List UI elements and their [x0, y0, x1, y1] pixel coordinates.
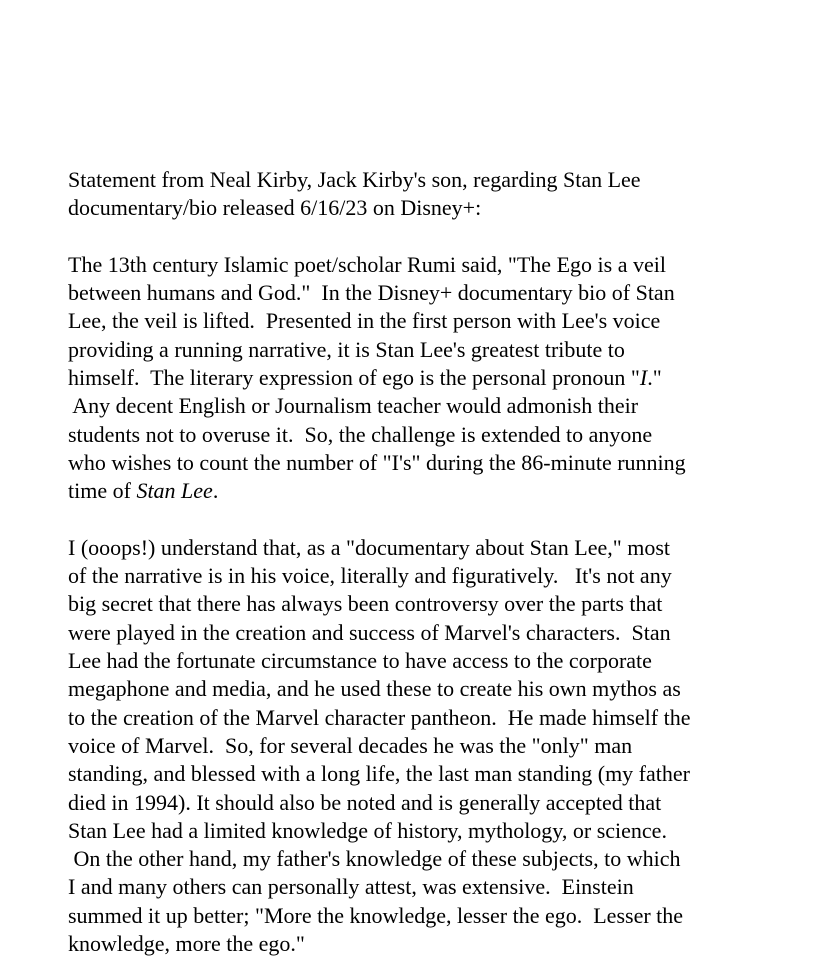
italic-title: Stan Lee [136, 478, 213, 504]
heading-line: Statement from Neal Kirby, Jack Kirby's son, regarding Stan Lee [68, 167, 641, 192]
paragraph-line: who wishes to count the number of "I's" during the 86-minute running [68, 449, 686, 475]
heading-line: documentary/bio released 6/16/23 on Disney+: [68, 195, 482, 221]
paragraph-documentary [68, 534, 768, 958]
paragraph-line: to the creation of the Marvel character pantheon. He made himself the [68, 704, 691, 730]
statement-heading [68, 166, 768, 223]
paragraph-line: On the other hand, my father's knowledge of these subjects, to which [68, 846, 681, 872]
paragraph-line: were played in the creation and success of Marvel's characters. Stan [68, 619, 671, 645]
paragraph-line: standing, and blessed with a long life, the last man standing (my father [68, 761, 690, 787]
paragraph-line: between humans and God." In the Disney+ documentary bio of Stan [68, 280, 675, 306]
paragraph-spacer [68, 223, 768, 251]
paragraph-line: I and many others can personally attest, was extensive. Einstein [68, 874, 634, 900]
paragraph-line: students not to overuse it. So, the challenge is extended to anyone [68, 421, 653, 447]
paragraph-line: of the narrative is in his voice, literally and figuratively. It's not any [68, 563, 672, 589]
paragraph-line: megaphone and media, and he used these to create his own mythos as [68, 676, 681, 702]
paragraph-line: summed it up better; "More the knowledge, lesser the ego. Lesser the [68, 902, 684, 928]
italic-pronoun: I [639, 365, 648, 391]
line-text: time of [68, 478, 137, 504]
paragraph-line: Lee had the fortunate circumstance to have access to the corporate [68, 648, 652, 674]
paragraph-spacer [68, 506, 768, 534]
paragraph-line: The 13th century Islamic poet/scholar Rumi said, "The Ego is a veil [68, 251, 666, 277]
paragraph-line: died in 1994). It should also be noted and is generally accepted that [68, 789, 662, 815]
paragraph-rumi [68, 251, 768, 506]
paragraph-line [68, 477, 768, 505]
paragraph-line: Stan Lee had a limited knowledge of history, mythology, or science. [68, 817, 667, 843]
line-text: himself. The literary expression of ego is the personal pronoun " [68, 365, 640, 391]
paragraph-line: voice of Marvel. So, for several decades he was the "only" man [68, 732, 633, 758]
paragraph-line: knowledge, more the ego." [68, 931, 305, 957]
paragraph-line: Lee, the veil is lifted. Presented in the first person with Lee's voice [68, 308, 661, 334]
paragraph-line: big secret that there has always been controversy over the parts that [68, 591, 663, 617]
line-text: ." [647, 365, 662, 391]
paragraph-line: Any decent English or Journalism teacher would admonish their [68, 393, 639, 419]
line-text: . [212, 478, 219, 504]
paragraph-line: providing a running narrative, it is Stan Lee's greatest tribute to [68, 336, 625, 362]
document-body [68, 166, 768, 958]
paragraph-line: I (ooops!) understand that, as a "documentary about Stan Lee," most [68, 534, 671, 560]
paragraph-line [68, 364, 768, 392]
